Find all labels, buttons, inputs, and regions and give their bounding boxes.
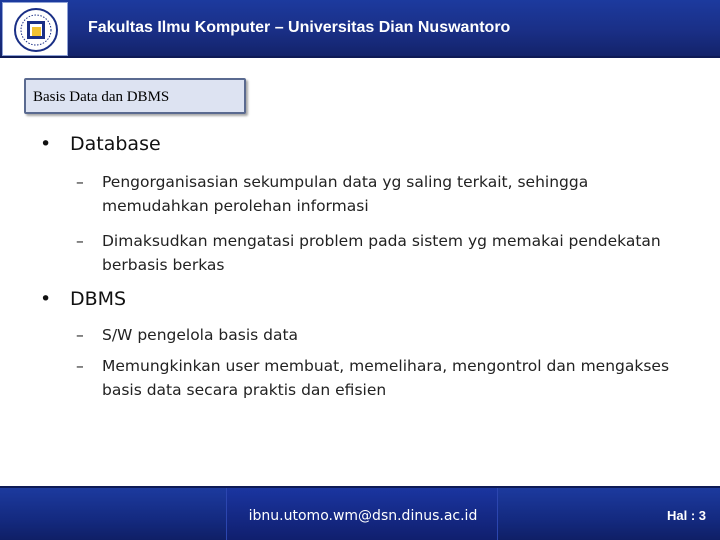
sub-bullet-marker: – <box>76 173 84 191</box>
sub-bullet <box>76 354 676 402</box>
footer-email-box <box>226 488 498 540</box>
sub-bullet-marker: – <box>76 357 84 375</box>
sub-bullet <box>76 323 676 347</box>
bullet-label: Database <box>70 133 161 155</box>
sub-bullet <box>76 170 676 218</box>
logo-container <box>2 2 68 56</box>
sub-bullet-text: Pengorganisasian sekumpulan data yg saling terkait, sehingga memudahkan perolehan informasi <box>102 173 589 215</box>
bullet-dbms <box>40 288 126 310</box>
sub-bullet-text: Dimaksudkan mengatasi problem pada sistem yg memakai pendekatan berbasis berkas <box>102 232 661 274</box>
header-title: Fakultas Ilmu Komputer – Universitas Dian Nuswantoro <box>88 19 511 36</box>
section-label-box <box>24 78 246 114</box>
sub-bullet-text: Memungkinkan user membuat, memelihara, mengontrol dan mengakses basis data secara praktis dan efisien <box>102 357 670 399</box>
section-label: Basis Data dan DBMS <box>33 89 170 105</box>
sub-bullet <box>76 229 676 277</box>
bullet-label: DBMS <box>70 288 127 310</box>
footer-bar <box>0 486 720 540</box>
page-number: Hal : 3 <box>666 508 706 523</box>
footer-email: ibnu.utomo.wm@dsn.dinus.ac.id <box>248 508 478 524</box>
university-logo-icon <box>11 7 61 53</box>
bullet-marker: • <box>40 133 52 155</box>
sub-bullet-marker: – <box>76 326 84 344</box>
bullet-database <box>40 133 161 155</box>
bullet-marker: • <box>40 288 52 310</box>
sub-bullet-text: S/W pengelola basis data <box>102 326 299 344</box>
header-bar <box>0 0 720 58</box>
sub-bullet-marker: – <box>76 232 84 250</box>
